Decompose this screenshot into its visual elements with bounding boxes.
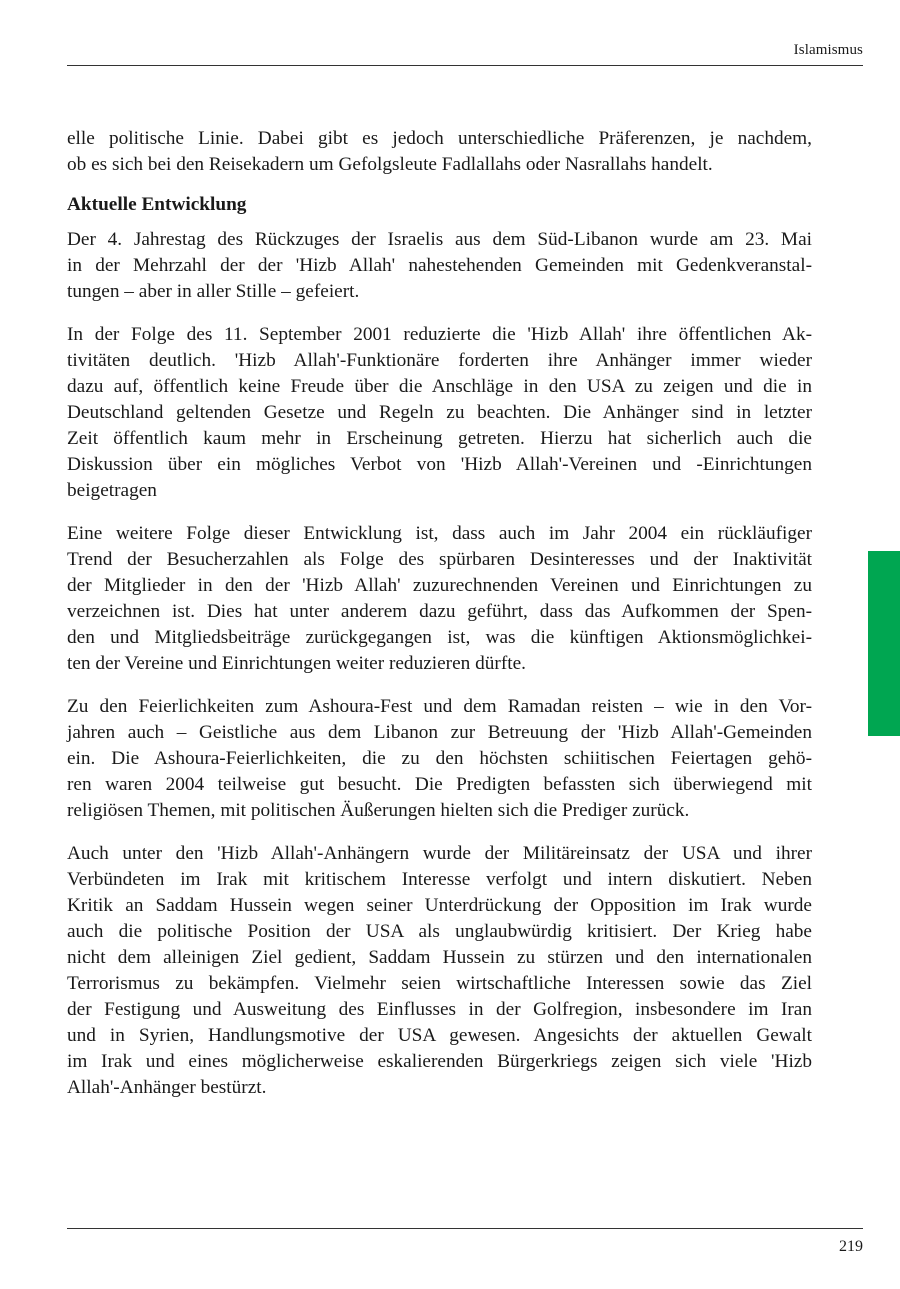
text-line: Terrorismus zu bekämpfen. Vielmehr seien wirtschaftliche Interessen sowie das Ziel — [67, 973, 812, 994]
text-line: Allah'-Anhänger bestürzt. — [67, 1077, 267, 1098]
page-number: 219 — [839, 1238, 863, 1255]
paragraph-5 — [67, 841, 812, 1101]
text-line: Auch unter den 'Hizb Allah'-Anhängern wurde der Militäreinsatz der USA und ihrer — [67, 843, 812, 864]
text-line: elle politische Linie. Dabei gibt es jedoch unterschiedliche Präferenzen, je nachdem, — [67, 128, 812, 149]
text-line: Zeit öffentlich kaum mehr in Erscheinung getreten. Hierzu hat sicherlich auch die — [67, 428, 812, 449]
section-heading: Aktuelle Entwicklung — [67, 194, 247, 215]
text-line: religiösen Themen, mit politischen Äußerungen hielten sich die Prediger zurück. — [67, 800, 690, 821]
text-line: Trend der Besucherzahlen als Folge des spürbaren Desinteresses und der Inaktivität — [67, 549, 812, 570]
paragraph-4 — [67, 694, 812, 824]
text-line: Deutschland geltenden Gesetze und Regeln zu beachten. Die Anhänger sind in letzter — [67, 402, 812, 423]
text-line: in der Mehrzahl der der 'Hizb Allah' nahestehenden Gemeinden mit Gedenkveranstal- — [67, 255, 812, 276]
text-line: verzeichnen ist. Dies hat unter anderem dazu geführt, dass das Aufkommen der Spen- — [67, 601, 812, 622]
text-line: beigetragen — [67, 480, 157, 501]
chapter-thumb-tab — [868, 551, 900, 736]
text-line: und in Syrien, Handlungsmotive der USA gewesen. Angesichts der aktuellen Gewalt — [67, 1025, 812, 1046]
text-line: im Irak und eines möglicherweise eskalierenden Bürgerkriegs zeigen sich viele 'Hizb — [67, 1051, 812, 1072]
text-line: den und Mitgliedsbeiträge zurückgegangen ist, was die künftigen Aktionsmöglichkei- — [67, 627, 812, 648]
intro-paragraph — [67, 126, 812, 178]
text-line: Diskussion über ein mögliches Verbot von 'Hizb Allah'-Vereinen und -Einrichtungen — [67, 454, 812, 475]
text-line: ten der Vereine und Einrichtungen weiter reduzieren dürfte. — [67, 653, 526, 674]
text-line: Zu den Feierlichkeiten zum Ashoura-Fest und dem Ramadan reisten – wie in den Vor- — [67, 696, 812, 717]
footer-rule — [67, 1228, 863, 1229]
text-line: der Festigung und Ausweitung des Einflusses in der Golfregion, insbesondere im Iran — [67, 999, 812, 1020]
text-line: Kritik an Saddam Hussein wegen seiner Unterdrückung der Opposition im Irak wurde — [67, 895, 812, 916]
page-body — [67, 126, 812, 1118]
text-line: Eine weitere Folge dieser Entwicklung ist, dass auch im Jahr 2004 ein rückläufiger — [67, 523, 812, 544]
paragraph-1 — [67, 227, 812, 305]
text-line: tungen – aber in aller Stille – gefeiert. — [67, 281, 360, 302]
text-line: nicht dem alleinigen Ziel gedient, Saddam Hussein zu stürzen und den internationalen — [67, 947, 812, 968]
running-header-title: Islamismus — [793, 42, 863, 58]
text-line: ren waren 2004 teilweise gut besucht. Die Predigten befassten sich überwiegend mit — [67, 774, 812, 795]
text-line: In der Folge des 11. September 2001 reduzierte die 'Hizb Allah' ihre öffentlichen Ak- — [67, 324, 812, 345]
text-line: dazu auf, öffentlich keine Freude über die Anschläge in den USA zu zeigen und die in — [67, 376, 812, 397]
paragraph-2 — [67, 322, 812, 504]
text-line: tivitäten deutlich. 'Hizb Allah'-Funktionäre forderten ihre Anhänger immer wieder — [67, 350, 812, 371]
text-line: ein. Die Ashoura-Feierlichkeiten, die zu den höchsten schiitischen Feiertagen gehö- — [67, 748, 812, 769]
header-rule — [67, 65, 863, 66]
text-line: auch die politische Position der USA als unglaubwürdig kritisiert. Der Krieg habe — [67, 921, 812, 942]
text-line: Der 4. Jahrestag des Rückzuges der Israelis aus dem Süd-Libanon wurde am 23. Mai — [67, 229, 812, 250]
paragraph-3 — [67, 521, 812, 677]
text-line: jahren auch – Geistliche aus dem Libanon zur Betreuung der 'Hizb Allah'-Gemeinden — [67, 722, 812, 743]
text-line: der Mitglieder in den der 'Hizb Allah' zuzurechnenden Vereinen und Einrichtungen zu — [67, 575, 812, 596]
text-line: Verbündeten im Irak mit kritischem Interesse verfolgt und intern diskutiert. Neben — [67, 869, 812, 890]
text-line: ob es sich bei den Reisekadern um Gefolgsleute Fadlallahs oder Nasrallahs handelt. — [67, 154, 713, 175]
